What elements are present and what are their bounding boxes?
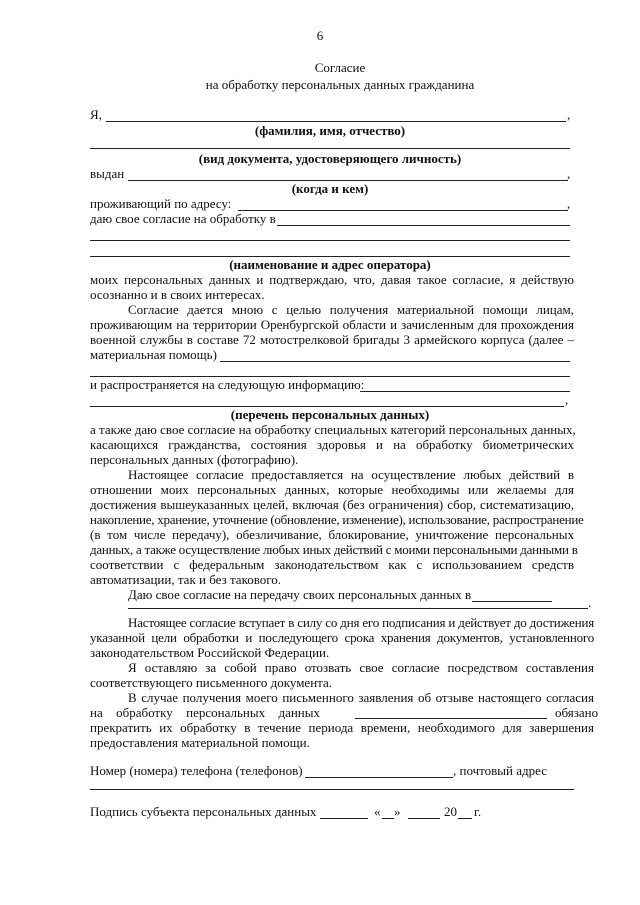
paragraph-line: касающихся гражданства, состояния здоровья и на обработку биометрических: [90, 437, 574, 452]
date-quote-close: »: [394, 804, 401, 819]
year-suffix: г.: [474, 804, 482, 819]
paragraph-line: Даю свое согласие на передачу своих персональных данных в: [128, 587, 472, 602]
label-signature: Подпись субъекта персональных данных: [90, 804, 317, 819]
signature-field[interactable]: [320, 818, 368, 819]
caption-kogda: (когда и кем): [291, 181, 369, 196]
label-phone: Номер (номера) телефона (телефонов): [90, 763, 303, 778]
document-subtitle: на обработку персональных данных гражданина: [205, 77, 475, 92]
operator-field[interactable]: [277, 225, 570, 226]
paragraph-line: (в том числе передачу), обезличивание, блокирование, уничтожение персональных: [90, 527, 574, 542]
address-field[interactable]: [238, 210, 568, 211]
paragraph-line: отношении моих персональных данных, которые необходимы или желаемы для: [90, 482, 574, 497]
label-ya: Я,: [90, 107, 102, 122]
paragraph-line: а также даю свое согласие на обработку специальных категорий персональных данных,: [90, 422, 576, 437]
label-postal: , почтовый адрес: [453, 763, 547, 778]
comma: ,: [567, 107, 571, 122]
paragraph-line: накопление, хранение, уточнение (обновление, изменение), использование, распространение: [90, 512, 584, 527]
paragraph-line: Согласие дается мною с целью получения материальной помощи лицам,: [128, 302, 574, 317]
year-field[interactable]: [458, 818, 472, 819]
document-title: Согласие: [314, 60, 366, 75]
assistance-field[interactable]: [220, 361, 570, 362]
fio-field[interactable]: [106, 121, 566, 122]
caption-fio: (фамилия, имя, отчество): [254, 123, 406, 138]
caption-doc: (вид документа, удостоверяющего личность): [198, 151, 462, 166]
operator-name-field[interactable]: [355, 718, 547, 719]
paragraph-line: автоматизации, так и без такового.: [90, 572, 282, 587]
paragraph-line: Я оставляю за собой право отозвать свое согласие посредством составления: [128, 660, 594, 675]
paragraph-line: проживающим на территории Оренбургской области и зачисленным для прохождения: [90, 317, 574, 332]
paragraph-line: предоставления материальной помощи.: [90, 735, 310, 750]
paragraph-line: достижения вышеуказанных целей, включая (без ограничения) сбор, систематизацию,: [90, 497, 574, 512]
label-consent-to: даю свое согласие на обработку в: [90, 211, 276, 226]
caption-operator: (наименование и адрес оператора): [229, 257, 431, 272]
page-number: 6: [316, 28, 324, 43]
comma: ,: [565, 392, 569, 407]
caption-list: (перечень персональных данных): [230, 407, 430, 422]
paragraph-line: данных, а также осуществление любых иных действий с моими персональными данными в: [90, 542, 578, 557]
paragraph-line: законодательством Российской Федерации.: [90, 645, 330, 660]
month-field[interactable]: [408, 818, 440, 819]
label-address: проживающий по адресу:: [90, 196, 232, 211]
paragraph-line: обязано: [555, 705, 599, 720]
paragraph-line: Настоящее согласие предоставляется на осуществление любых действий в: [128, 467, 574, 482]
info-field[interactable]: [360, 391, 570, 392]
comma: ,: [567, 196, 571, 211]
label-applies-to: и распространяется на следующую информацию:: [90, 377, 365, 392]
year-prefix: 20: [444, 804, 457, 819]
paragraph-line: соответствии с федеральным законодательством как с использованием средств: [90, 557, 574, 572]
paragraph-line: военной службы в составе 72 мотострелковой бригады 3 армейского корпуса (далее –: [90, 332, 574, 347]
paragraph-line: материальная помощь): [90, 347, 217, 362]
operator-field-2[interactable]: [90, 240, 570, 241]
paragraph-line: персональных данных (фотографию).: [90, 452, 299, 467]
paragraph-line: Настоящее согласие вступает в силу со дня его подписания и действует до достижения: [128, 615, 594, 630]
paragraph-line: на обработку персональных данных: [90, 705, 320, 720]
day-field[interactable]: [382, 818, 394, 819]
postal-field[interactable]: [90, 789, 574, 790]
paragraph-line: указанной цели обработки и последующего срока хранения документов, установленного: [90, 630, 594, 645]
paragraph-line: В случае получения моего письменного заявления об отзыве настоящего согласия: [128, 690, 594, 705]
phone-field[interactable]: [305, 777, 453, 778]
paragraph-line: моих персональных данных и подтверждаю, что, давая такое согласие, я действую: [90, 272, 574, 287]
transfer-field[interactable]: [472, 601, 552, 602]
paragraph-line: осознанно и в своих интересах.: [90, 287, 265, 302]
label-vydan: выдан: [90, 166, 125, 181]
period: .: [588, 595, 592, 610]
paragraph-line: прекратить их обработку в течение периода времени, необходимого для завершения: [90, 720, 594, 735]
transfer-field-2[interactable]: [128, 608, 588, 609]
document-field[interactable]: [90, 148, 570, 149]
paragraph-line: соответствующего письменного документа.: [90, 675, 333, 690]
date-quote-open: «: [374, 804, 381, 819]
comma: ,: [567, 166, 571, 181]
